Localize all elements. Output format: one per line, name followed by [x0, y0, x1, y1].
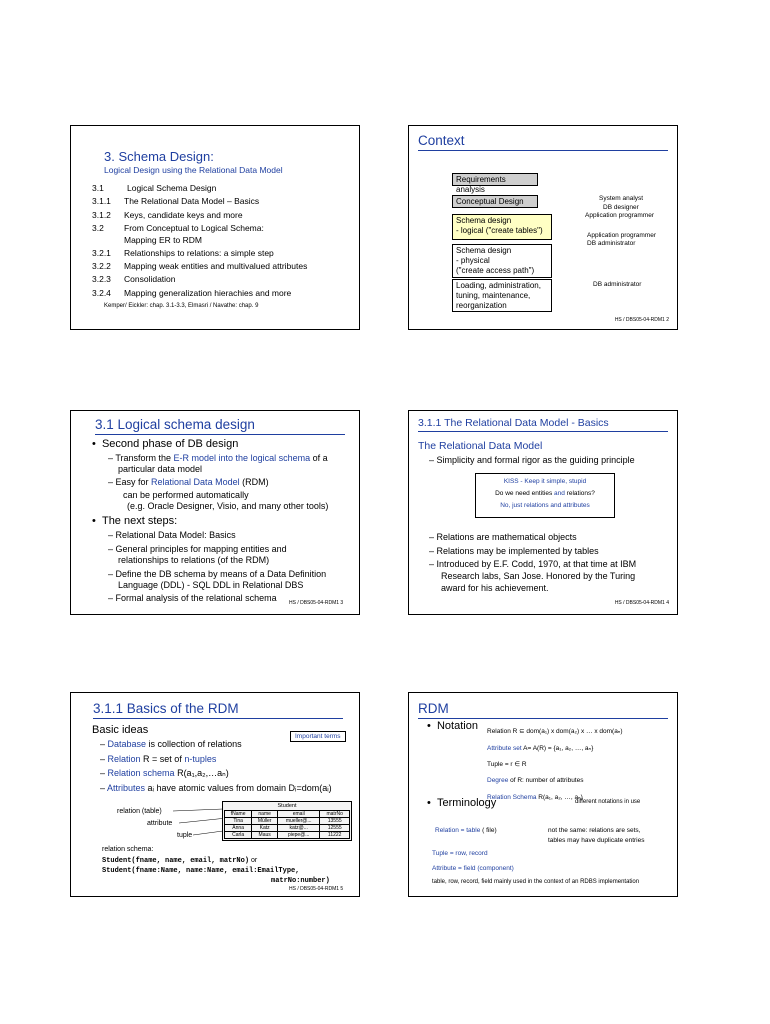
sub-bullet: – Formal analysis of the relational schema — [108, 593, 277, 603]
bullet: – Introduced by E.F. Codd, 1970, at that time at IBM — [429, 559, 637, 569]
role-label: DB designer — [603, 204, 639, 211]
slide-title: 3.1.1 The Relational Data Model - Basics — [418, 417, 668, 432]
label-relation: relation (table) — [117, 808, 162, 815]
text: of R: number of attributes — [508, 777, 584, 784]
role-label: Application programmer — [585, 212, 655, 219]
slide-1 — [70, 125, 360, 330]
box-label: Conceptual Design — [456, 197, 524, 206]
bullet: – Attributes aᵢ have atomic values from domain Dᵢ=dom(aᵢ) — [100, 783, 332, 793]
section-heading: The Relational Data Model — [418, 440, 543, 452]
term-note: not the same: relations are sets, — [548, 827, 641, 834]
table-header-row — [225, 811, 350, 818]
box-label: - physical — [456, 256, 490, 265]
notation-line — [487, 777, 583, 784]
table-cell: Tina — [225, 818, 252, 825]
text: Simplicity and formal rigor as the guiding principle — [436, 455, 635, 465]
bullet: – Relation R = set of n-tuples — [100, 754, 217, 764]
toc-number: 3.2.2 — [92, 261, 111, 271]
table-row — [225, 825, 350, 832]
bullet-text: Second phase of DB design — [101, 438, 239, 450]
bullet: • Notation — [427, 720, 478, 732]
schema-line: matrNo:number) — [271, 877, 330, 885]
text: Degree — [487, 777, 509, 784]
label-attribute: attribute — [147, 820, 173, 827]
text: ( file) — [480, 827, 497, 834]
table-row — [225, 818, 350, 825]
text: Relations are mathematical objects — [436, 532, 577, 542]
text: Relation — [107, 754, 141, 764]
text: Formal analysis of the relational schema — [115, 593, 277, 603]
text: Do we need entities — [495, 490, 555, 497]
sub-bullet-cont: particular data model — [118, 464, 203, 474]
slide-title: 3. Schema Design: — [104, 149, 214, 164]
table-cell: Carla — [225, 832, 252, 839]
text: Database — [107, 739, 147, 749]
slide-subtitle: Logical Design using the Relational Data Model — [104, 165, 283, 175]
toc-number: 3.2.3 — [92, 274, 111, 284]
slide-footer: HS / DBS05-04-RDM1 2 — [614, 317, 669, 323]
schema-line: Student(fname:Name, name:Name, email:EmailType, — [102, 867, 300, 875]
bullet: – Relations may be implemented by tables — [429, 546, 599, 556]
section-heading: Basic ideas — [92, 724, 149, 736]
bullet-text: Notation — [436, 720, 478, 732]
term-line: Tuple = row, record — [432, 850, 488, 857]
table-cell: 11222 — [320, 832, 350, 839]
sub-bullet-cont: Language (DDL) - SQL DDL in Relational DBS — [118, 580, 304, 590]
text: Transform the — [115, 453, 174, 463]
toc-item: From Conceptual to Logical Schema: — [124, 223, 264, 233]
schema-label: relation schema: — [102, 846, 154, 853]
text: Attributes — [107, 783, 146, 793]
toc-number: 3.1.2 — [92, 210, 111, 220]
notation-note: different notations in use — [575, 799, 641, 805]
notation-line — [487, 793, 583, 801]
student-table-frame — [222, 801, 352, 841]
table-cell: Anna — [225, 825, 252, 832]
bullet: • Terminology — [427, 797, 497, 809]
slide-2 — [408, 125, 678, 330]
box-label: Schema design — [456, 246, 512, 255]
term-line — [435, 827, 497, 834]
toc-item: Consolidation — [124, 274, 176, 284]
text: Relation = table — [435, 827, 481, 834]
toc-number: 3.1.1 — [92, 196, 111, 206]
kiss-line: No, just relations and attributes — [500, 502, 590, 509]
toc-item: Keys, candidate keys and more — [124, 210, 243, 220]
text: R = set of — [140, 754, 185, 764]
toc-number: 3.2.4 — [92, 288, 111, 298]
text: A= A(R) = {a₁, a₂, …, aₙ} — [521, 745, 594, 752]
text: Student(fname, name, email, matrNo) — [102, 857, 250, 865]
slide-footer: HS / DBS05-04-RDM1 3 — [289, 600, 344, 606]
column-header: email — [278, 811, 320, 818]
text: Relations may be implemented by tables — [436, 546, 599, 556]
table-cell: piepe@... — [278, 832, 320, 839]
role-label: DB administrator — [593, 281, 642, 288]
column-header: fName — [225, 811, 252, 818]
bullet-text: The next steps: — [101, 515, 178, 527]
bullet: – Relation schema R(a₁,a₂,…aₙ) — [100, 768, 229, 778]
box-label: reorganization — [456, 301, 507, 310]
requirements-box — [452, 173, 538, 194]
notation-line — [487, 744, 593, 752]
sub-bullet: – General principles for mapping entities and — [108, 544, 287, 554]
table-cell: Katz — [252, 825, 278, 832]
logical-design-box — [452, 214, 552, 240]
sub-bullet: – Define the DB schema by means of a Data Definition — [108, 569, 327, 579]
student-table — [224, 810, 350, 839]
bullet: – Database is collection of relations — [100, 739, 242, 749]
text: aᵢ have atomic values from domain Dᵢ=dom(aᵢ) — [145, 783, 332, 793]
bullet-cont: award for his achievement. — [441, 583, 549, 593]
bullet: • The next steps: — [92, 515, 178, 527]
toc-number: 3.1 — [92, 183, 104, 193]
role-label: System analyst — [599, 195, 644, 202]
term-line: table, row, record, field mainly used in the context of an RDBS implementation — [432, 879, 640, 885]
slide-title: RDM — [418, 701, 668, 719]
slide-5 — [70, 692, 360, 897]
table-name: Student — [277, 803, 297, 809]
toc-item: Logical Schema Design — [127, 183, 217, 193]
kiss-line: KISS - Keep it simple, stupid — [503, 478, 587, 485]
important-terms-badge: Important terms — [290, 731, 346, 742]
sub-bullet-cont: relationships to relations (of the RDM) — [118, 555, 270, 565]
text: is collection of relations — [146, 739, 242, 749]
notation-line: Relation R ⊆ dom(a₁) x dom(a₂) x … x dom(aₙ) — [487, 728, 623, 735]
text: Relation schema — [107, 768, 175, 778]
text: of a — [310, 453, 328, 463]
text: n-tuples — [184, 754, 217, 764]
notation-line: Tuple = r ∈ R — [487, 761, 527, 768]
slide-footer: HS / DBS05-04-RDM1 5 — [289, 886, 344, 892]
toc-item: Mapping generalization hierachies and more — [124, 288, 292, 298]
text: Introduced by E.F. Codd, 1970, at that time at IBM — [436, 559, 637, 569]
bullet: • Second phase of DB design — [92, 438, 239, 450]
toc-item: Mapping ER to RDM — [124, 235, 202, 245]
text: Relational Data Model: Basics — [115, 530, 236, 540]
text: General principles for mapping entities and — [115, 544, 287, 554]
slide-footer: HS / DBS05-04-RDM1 4 — [614, 600, 669, 606]
table-cell: 12555 — [320, 825, 350, 832]
slide-title: 3.1.1 Basics of the RDM — [93, 701, 343, 719]
table-cell: katz@... — [278, 825, 320, 832]
box-label: Requirements analysis — [456, 175, 506, 194]
toc-item: Relationships to relations: a simple step — [124, 248, 274, 258]
slide-6 — [408, 692, 678, 897]
schema-line — [102, 857, 257, 865]
loading-box — [452, 279, 552, 312]
reference: Kemper/ Eickler: chap. 3.1-3.3, Elmasri / Navathe: chap. 9 — [104, 303, 259, 309]
text: R(a₁, a₂, …, aₙ) — [536, 794, 583, 801]
kiss-box — [475, 473, 615, 518]
text: Relational Data Model — [151, 477, 240, 487]
table-cell: 13555 — [320, 818, 350, 825]
term-line: Attribute = field (component) — [432, 865, 514, 872]
table-cell: Müller — [252, 818, 278, 825]
box-label: Loading, administration, — [456, 281, 541, 290]
text: Relation Schema — [487, 794, 537, 801]
sub-bullet: – Transform the E-R model into the logical schema of a — [108, 453, 328, 463]
kiss-line — [476, 490, 614, 497]
sub-bullet: – Easy for Relational Data Model (RDM) — [108, 477, 269, 487]
table-row — [225, 832, 350, 839]
text: and — [554, 490, 565, 497]
role-label: DB administrator — [587, 240, 636, 247]
text: R(a₁,a₂,…aₙ) — [174, 768, 229, 778]
term-note: tables may have duplicate entries — [548, 837, 645, 844]
box-label: tuning, maintenance, — [456, 291, 531, 300]
bullet: – Simplicity and formal rigor as the guiding principle — [429, 455, 635, 465]
text: Attribute set — [487, 745, 522, 752]
table-cell: Maus — [252, 832, 278, 839]
slide-title: 3.1 Logical schema design — [95, 417, 345, 435]
sub-bullet-cont: (e.g. Oracle Designer, Visio, and many other tools) — [127, 501, 329, 511]
box-label: - logical ("create tables") — [456, 226, 543, 235]
slide-title: Context — [418, 133, 668, 151]
physical-design-box — [452, 244, 552, 278]
role-label: Application programmer — [587, 232, 657, 239]
text: (RDM) — [239, 477, 269, 487]
slide-3 — [70, 410, 360, 615]
box-label: ("create access path") — [456, 266, 535, 275]
bullet-text: Terminology — [436, 797, 497, 809]
text: Easy for — [115, 477, 152, 487]
text: Define the DB schema by means of a Data Definition — [115, 569, 327, 579]
slide-4 — [408, 410, 678, 615]
label-tuple: tuple — [177, 832, 193, 839]
sub-bullet: – Relational Data Model: Basics — [108, 530, 236, 540]
toc-number: 3.2.1 — [92, 248, 111, 258]
toc-item: Mapping weak entities and multivalued attributes — [124, 261, 308, 271]
box-label: Schema design — [456, 216, 512, 225]
text: or — [249, 857, 258, 864]
column-header: matrNo — [320, 811, 350, 818]
bullet-cont: Research labs, San Jose. Honored by the Turing — [441, 571, 636, 581]
table-cell: mueller@... — [278, 818, 320, 825]
toc-number: 3.2 — [92, 223, 104, 233]
toc-item: The Relational Data Model – Basics — [124, 196, 260, 206]
conceptual-box — [452, 195, 538, 208]
bullet: – Relations are mathematical objects — [429, 532, 577, 542]
sub-bullet-cont: can be performed automatically — [123, 490, 249, 500]
column-header: name — [252, 811, 278, 818]
text: E-R model into the logical schema — [173, 453, 311, 463]
text: relations? — [564, 490, 595, 497]
